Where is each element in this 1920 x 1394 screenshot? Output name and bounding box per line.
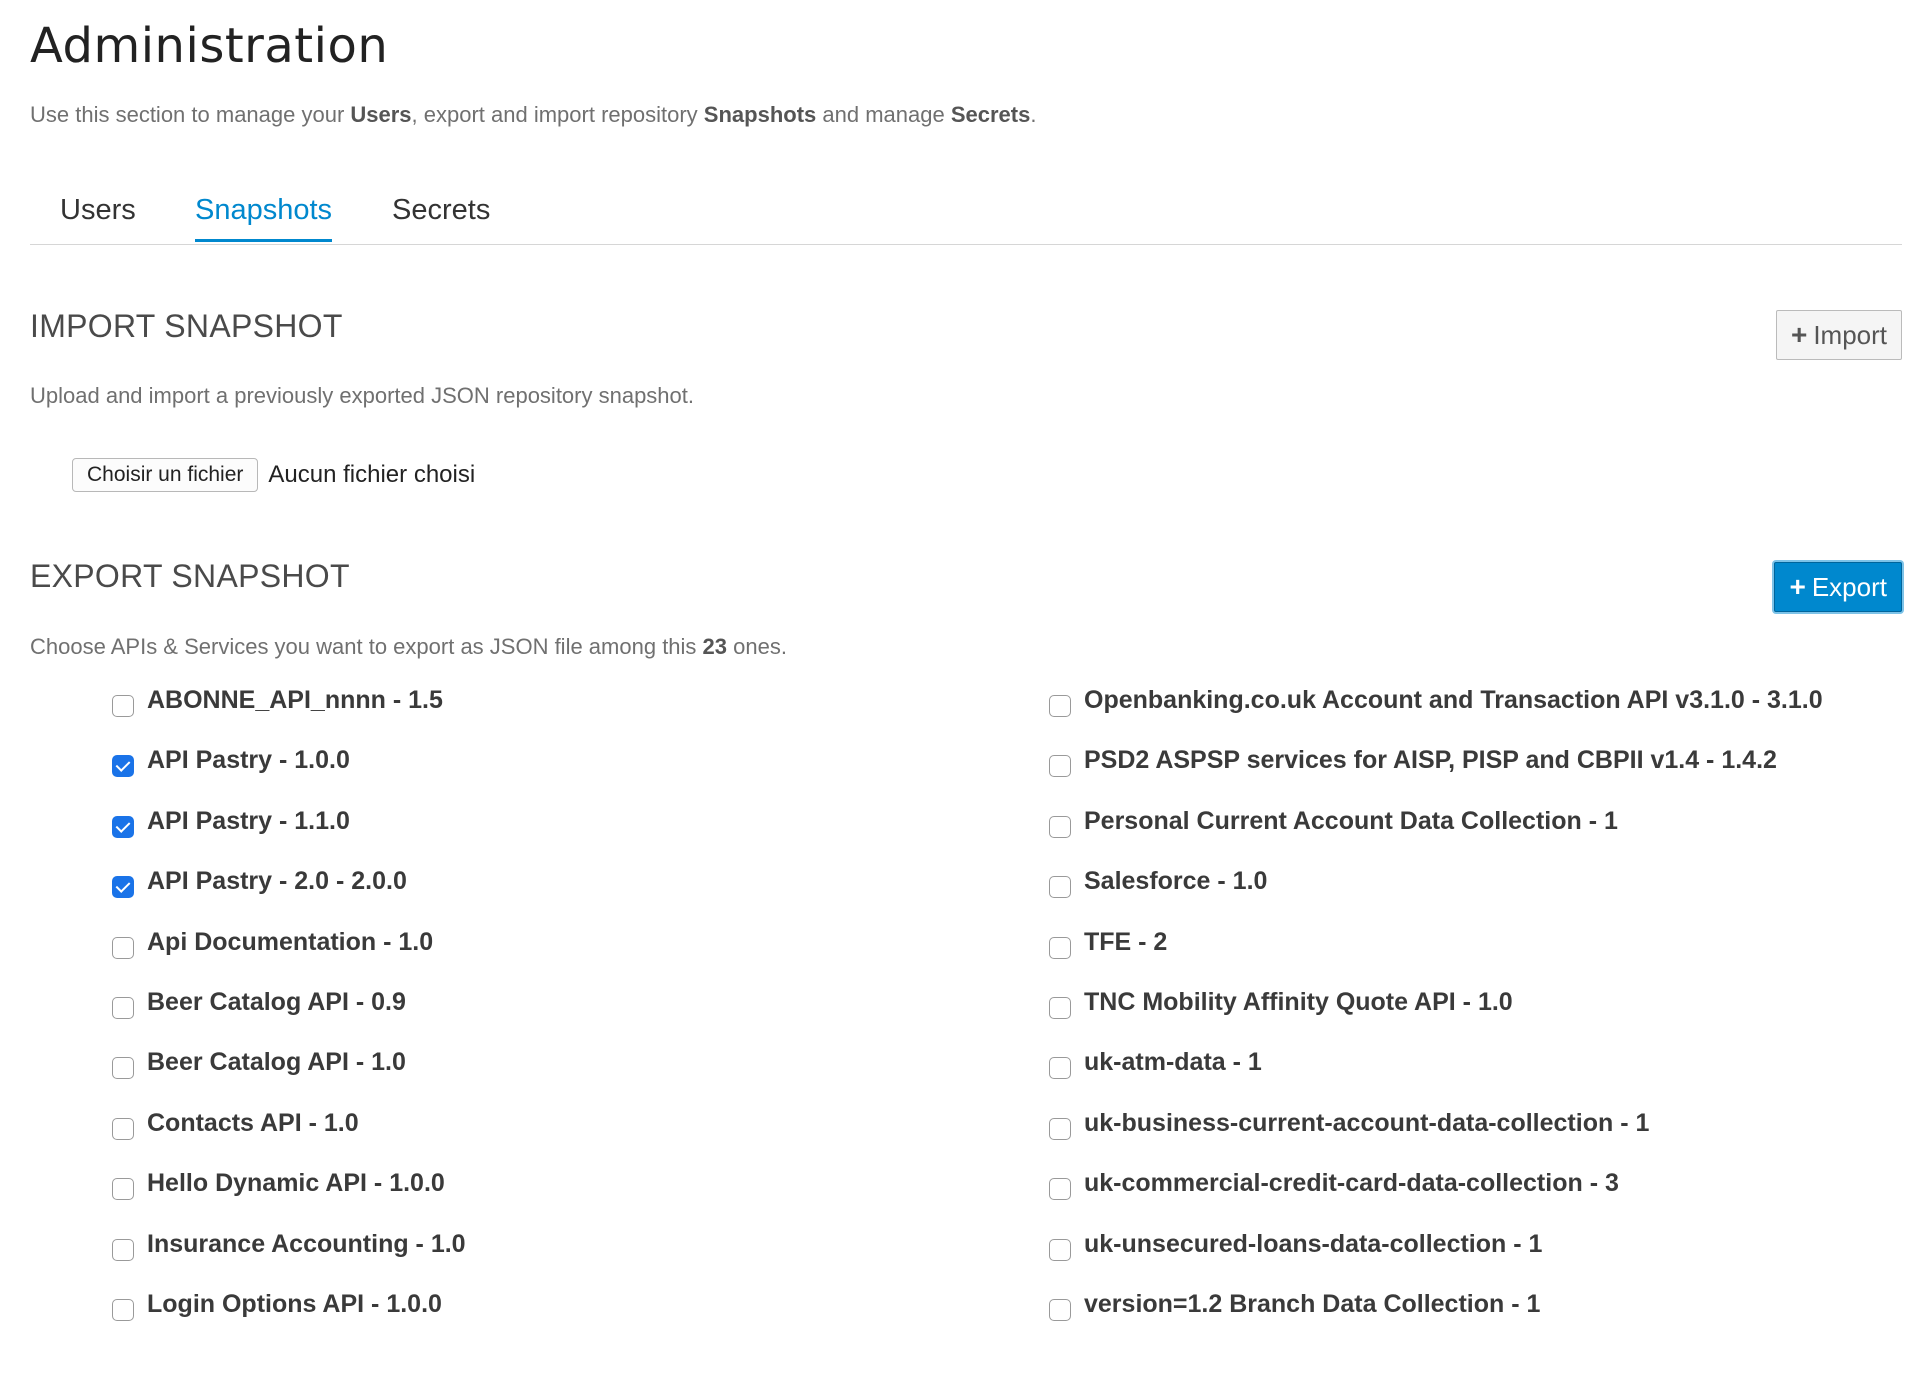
api-list-item[interactable] xyxy=(1049,683,1920,743)
api-label: Personal Current Account Data Collection - 1 xyxy=(1084,806,1618,835)
api-list-item[interactable] xyxy=(1049,1045,1920,1105)
export-description-text: ones. xyxy=(727,634,787,659)
import-description: Upload and import a previously exported JSON repository snapshot. xyxy=(30,383,695,408)
checkbox[interactable] xyxy=(1049,816,1071,838)
api-label: API Pastry - 1.0.0 xyxy=(147,746,350,775)
api-list-item[interactable] xyxy=(112,1287,1012,1347)
export-section-title: EXPORT SNAPSHOT xyxy=(30,558,350,594)
export-button[interactable] xyxy=(1774,562,1902,612)
checkbox[interactable] xyxy=(112,1239,134,1261)
checkbox[interactable] xyxy=(1049,1118,1071,1140)
checkbox[interactable] xyxy=(112,1118,134,1140)
export-description xyxy=(30,634,787,660)
plus-icon: + xyxy=(1789,571,1806,602)
api-list-right xyxy=(1049,683,1920,1347)
subtitle-users: Users xyxy=(350,102,412,127)
file-input xyxy=(72,458,475,492)
api-list-item[interactable] xyxy=(1049,925,1920,985)
checkbox[interactable] xyxy=(1049,755,1071,777)
api-list-item[interactable] xyxy=(112,743,1012,803)
checkbox-checked[interactable] xyxy=(112,816,134,838)
checkbox[interactable] xyxy=(1049,1178,1071,1200)
checkbox[interactable] xyxy=(112,997,134,1019)
api-list-item[interactable] xyxy=(1049,743,1920,803)
checkbox[interactable] xyxy=(112,1299,134,1321)
api-label: Insurance Accounting - 1.0 xyxy=(147,1229,466,1258)
api-label: PSD2 ASPSP services for AISP, PISP and CBPII v1.4 - 1.4.2 xyxy=(1084,746,1777,775)
api-list-item[interactable] xyxy=(112,683,1012,743)
api-label: Beer Catalog API - 0.9 xyxy=(147,987,406,1016)
api-list-item[interactable] xyxy=(112,804,1012,864)
subtitle-text: Use this section to manage your xyxy=(30,102,351,127)
api-label: TFE - 2 xyxy=(1084,927,1168,956)
subtitle-text: , export and import repository xyxy=(411,102,704,127)
page-title: Administration xyxy=(30,18,389,74)
api-list-item[interactable] xyxy=(1049,1106,1920,1166)
api-label: uk-business-current-account-data-collection - 1 xyxy=(1084,1108,1650,1137)
tab-users[interactable]: Users xyxy=(60,194,136,226)
file-status: Aucun fichier choisi xyxy=(268,461,476,488)
export-description-text: Choose APIs & Services you want to export as JSON file among this xyxy=(30,634,703,659)
api-list-item[interactable] xyxy=(1049,1166,1920,1226)
api-label: TNC Mobility Affinity Quote API - 1.0 xyxy=(1084,987,1513,1016)
checkbox[interactable] xyxy=(1049,695,1071,717)
export-button-label: Export xyxy=(1811,571,1887,602)
api-label: Beer Catalog API - 1.0 xyxy=(147,1048,406,1077)
api-label: Api Documentation - 1.0 xyxy=(147,927,434,956)
subtitle-secrets: Secrets xyxy=(950,102,1031,127)
checkbox[interactable] xyxy=(1049,1239,1071,1261)
api-label: Contacts API - 1.0 xyxy=(147,1108,359,1137)
tab-secrets[interactable]: Secrets xyxy=(392,194,491,226)
subtitle-snapshots: Snapshots xyxy=(703,102,817,127)
subtitle-text: and manage xyxy=(816,102,951,127)
api-label: API Pastry - 2.0 - 2.0.0 xyxy=(147,867,407,896)
api-label: version=1.2 Branch Data Collection - 1 xyxy=(1084,1289,1541,1318)
api-label: Salesforce - 1.0 xyxy=(1084,867,1268,896)
api-count: 23 xyxy=(702,634,728,659)
api-list-item[interactable] xyxy=(112,925,1012,985)
checkbox[interactable] xyxy=(112,1178,134,1200)
checkbox[interactable] xyxy=(112,695,134,717)
checkbox[interactable] xyxy=(1049,1057,1071,1079)
api-label: ABONNE_API_nnnn - 1.5 xyxy=(147,686,443,714)
page-subtitle xyxy=(30,102,1036,128)
api-list-item[interactable] xyxy=(1049,985,1920,1045)
api-label: Login Options API - 1.0.0 xyxy=(147,1289,442,1318)
api-list-item[interactable] xyxy=(112,1045,1012,1105)
api-label: API Pastry - 1.1.0 xyxy=(147,806,350,835)
import-button-label: Import xyxy=(1813,319,1887,350)
plus-icon: + xyxy=(1790,319,1808,350)
api-label: uk-atm-data - 1 xyxy=(1084,1048,1262,1077)
api-list-item[interactable] xyxy=(112,864,1012,924)
tab-bar xyxy=(30,180,1902,245)
api-list-item[interactable] xyxy=(112,1227,1012,1287)
api-label: uk-commercial-credit-card-data-collection - 3 xyxy=(1084,1169,1619,1198)
api-list-item[interactable] xyxy=(112,985,1012,1045)
import-button[interactable] xyxy=(1776,310,1902,360)
checkbox[interactable] xyxy=(1049,1299,1071,1321)
import-section-title: IMPORT SNAPSHOT xyxy=(30,308,343,344)
checkbox[interactable] xyxy=(1049,937,1071,959)
api-label: Hello Dynamic API - 1.0.0 xyxy=(147,1169,445,1198)
api-label: uk-unsecured-loans-data-collection - 1 xyxy=(1084,1229,1543,1258)
subtitle-text: . xyxy=(1030,102,1037,127)
api-list-left xyxy=(112,683,1012,1347)
checkbox[interactable] xyxy=(1049,997,1071,1019)
choose-file-button[interactable]: Choisir un fichier xyxy=(72,458,258,492)
checkbox-checked[interactable] xyxy=(112,755,134,777)
checkbox[interactable] xyxy=(1049,876,1071,898)
checkbox-checked[interactable] xyxy=(112,876,134,898)
api-list-item[interactable] xyxy=(112,1166,1012,1226)
api-list-item[interactable] xyxy=(1049,864,1920,924)
checkbox[interactable] xyxy=(112,1057,134,1079)
tab-snapshots[interactable]: Snapshots xyxy=(195,194,332,242)
api-label: Openbanking.co.uk Account and Transaction API v3.1.0 - 3.1.0 xyxy=(1084,686,1823,714)
api-list-item[interactable] xyxy=(1049,1227,1920,1287)
api-list-item[interactable] xyxy=(1049,804,1920,864)
api-list-item[interactable] xyxy=(112,1106,1012,1166)
checkbox[interactable] xyxy=(112,937,134,959)
api-list-item[interactable] xyxy=(1049,1287,1920,1347)
